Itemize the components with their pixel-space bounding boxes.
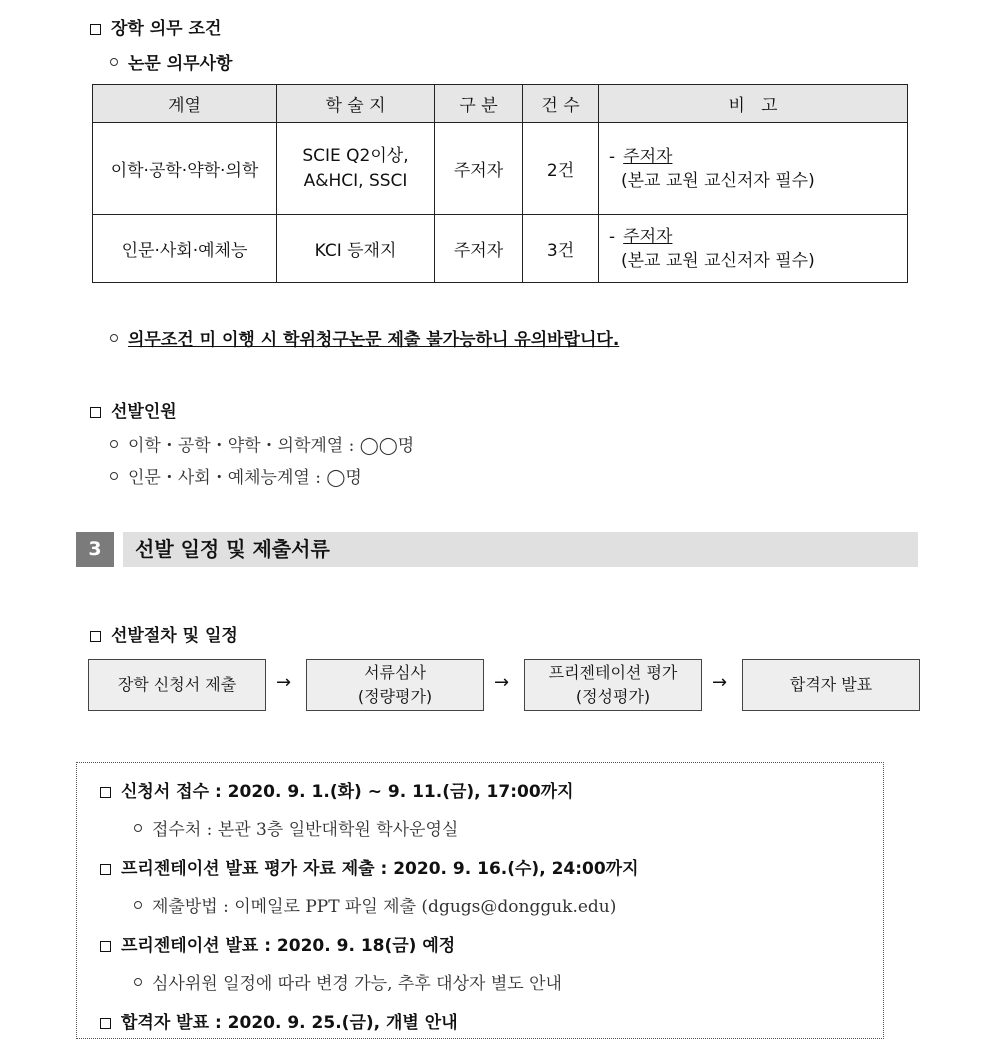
schedule-subitem: 제출방법 : 이메일로 PPT 파일 제출 (dgugs@dongguk.edu) bbox=[134, 892, 616, 917]
square-bullet-icon bbox=[90, 631, 101, 642]
circle-bullet-icon bbox=[134, 978, 142, 986]
arrow-icon: → bbox=[276, 672, 292, 693]
cell-journal: SCIE Q2이상, A&HCI, SSCI bbox=[277, 123, 435, 215]
square-bullet-icon bbox=[90, 24, 101, 35]
header-field: 계열 bbox=[93, 85, 277, 123]
circle-bullet-icon bbox=[110, 472, 118, 480]
arrow-icon: → bbox=[494, 672, 510, 693]
square-bullet-icon bbox=[100, 864, 111, 875]
cell-count: 3건 bbox=[523, 215, 599, 283]
step-application: 장학 신청서 제출 bbox=[88, 659, 266, 711]
square-bullet-icon bbox=[100, 941, 111, 952]
schedule-item: 합격자 발표 : 2020. 9. 25.(금), 개별 안내 bbox=[100, 1008, 458, 1033]
cell-journal: KCI 등재지 bbox=[277, 215, 435, 283]
section-heading-scholarship-conditions: 장학 의무 조건 bbox=[90, 14, 221, 39]
schedule-item: 신청서 접수 : 2020. 9. 1.(화) ~ 9. 11.(금), 17:00까지 bbox=[100, 777, 574, 802]
circle-bullet-icon bbox=[110, 334, 118, 342]
square-bullet-icon bbox=[100, 787, 111, 798]
requirements-table bbox=[92, 84, 908, 283]
cell-type: 주저자 bbox=[435, 123, 523, 215]
header-count: 건 수 bbox=[523, 85, 599, 123]
warning-note: 의무조건 미 이행 시 학위청구논문 제출 불가능하니 유의바랍니다. bbox=[110, 325, 619, 350]
schedule-item: 프리젠테이션 발표 : 2020. 9. 18(금) 예정 bbox=[100, 931, 455, 956]
schedule-subitem: 심사위원 일정에 따라 변경 가능, 추후 대상자 별도 안내 bbox=[134, 969, 562, 994]
square-bullet-icon bbox=[90, 407, 101, 418]
header-journal: 학 술 지 bbox=[277, 85, 435, 123]
subheading-paper-requirements: 논문 의무사항 bbox=[110, 49, 232, 74]
square-bullet-icon bbox=[100, 1018, 111, 1029]
cell-type: 주저자 bbox=[435, 215, 523, 283]
cell-field: 인문·사회·예체능 bbox=[93, 215, 277, 283]
circle-bullet-icon bbox=[134, 901, 142, 909]
circle-bullet-icon bbox=[110, 440, 118, 448]
list-item: 인문・사회・예체능계열 : ◯명 bbox=[110, 463, 362, 488]
circle-bullet-icon bbox=[134, 824, 142, 832]
flow-heading: 선발절차 및 일정 bbox=[90, 621, 238, 646]
header-type: 구 분 bbox=[435, 85, 523, 123]
section-number: 3 bbox=[76, 532, 114, 567]
header-note: 비 고 bbox=[599, 85, 908, 123]
section-heading-selection-count: 선발인원 bbox=[90, 397, 177, 422]
arrow-icon: → bbox=[712, 672, 728, 693]
table-header-row bbox=[93, 85, 908, 123]
section-title: 선발 일정 및 제출서류 bbox=[123, 532, 918, 567]
table-row bbox=[93, 123, 908, 215]
cell-note: - 주저자 (본교 교원 교신저자 필수) bbox=[599, 215, 908, 283]
step-announcement: 합격자 발표 bbox=[742, 659, 920, 711]
dash-mark: - bbox=[609, 226, 616, 247]
cell-field: 이학·공학·약학·의학 bbox=[93, 123, 277, 215]
circle-bullet-icon bbox=[110, 58, 118, 66]
list-item: 이학・공학・약학・의학계열 : ◯◯명 bbox=[110, 431, 414, 456]
step-document-review: 서류심사 (정량평가) bbox=[306, 659, 484, 711]
schedule-subitem: 접수처 : 본관 3층 일반대학원 학사운영실 bbox=[134, 815, 458, 840]
step-presentation-review: 프리젠테이션 평가 (정성평가) bbox=[524, 659, 702, 711]
dash-mark: - bbox=[609, 146, 616, 167]
schedule-item: 프리젠테이션 발표 평가 자료 제출 : 2020. 9. 16.(수), 24:00까지 bbox=[100, 854, 639, 879]
cell-note: - 주저자 (본교 교원 교신저자 필수) bbox=[599, 123, 908, 215]
cell-count: 2건 bbox=[523, 123, 599, 215]
table-row bbox=[93, 215, 908, 283]
